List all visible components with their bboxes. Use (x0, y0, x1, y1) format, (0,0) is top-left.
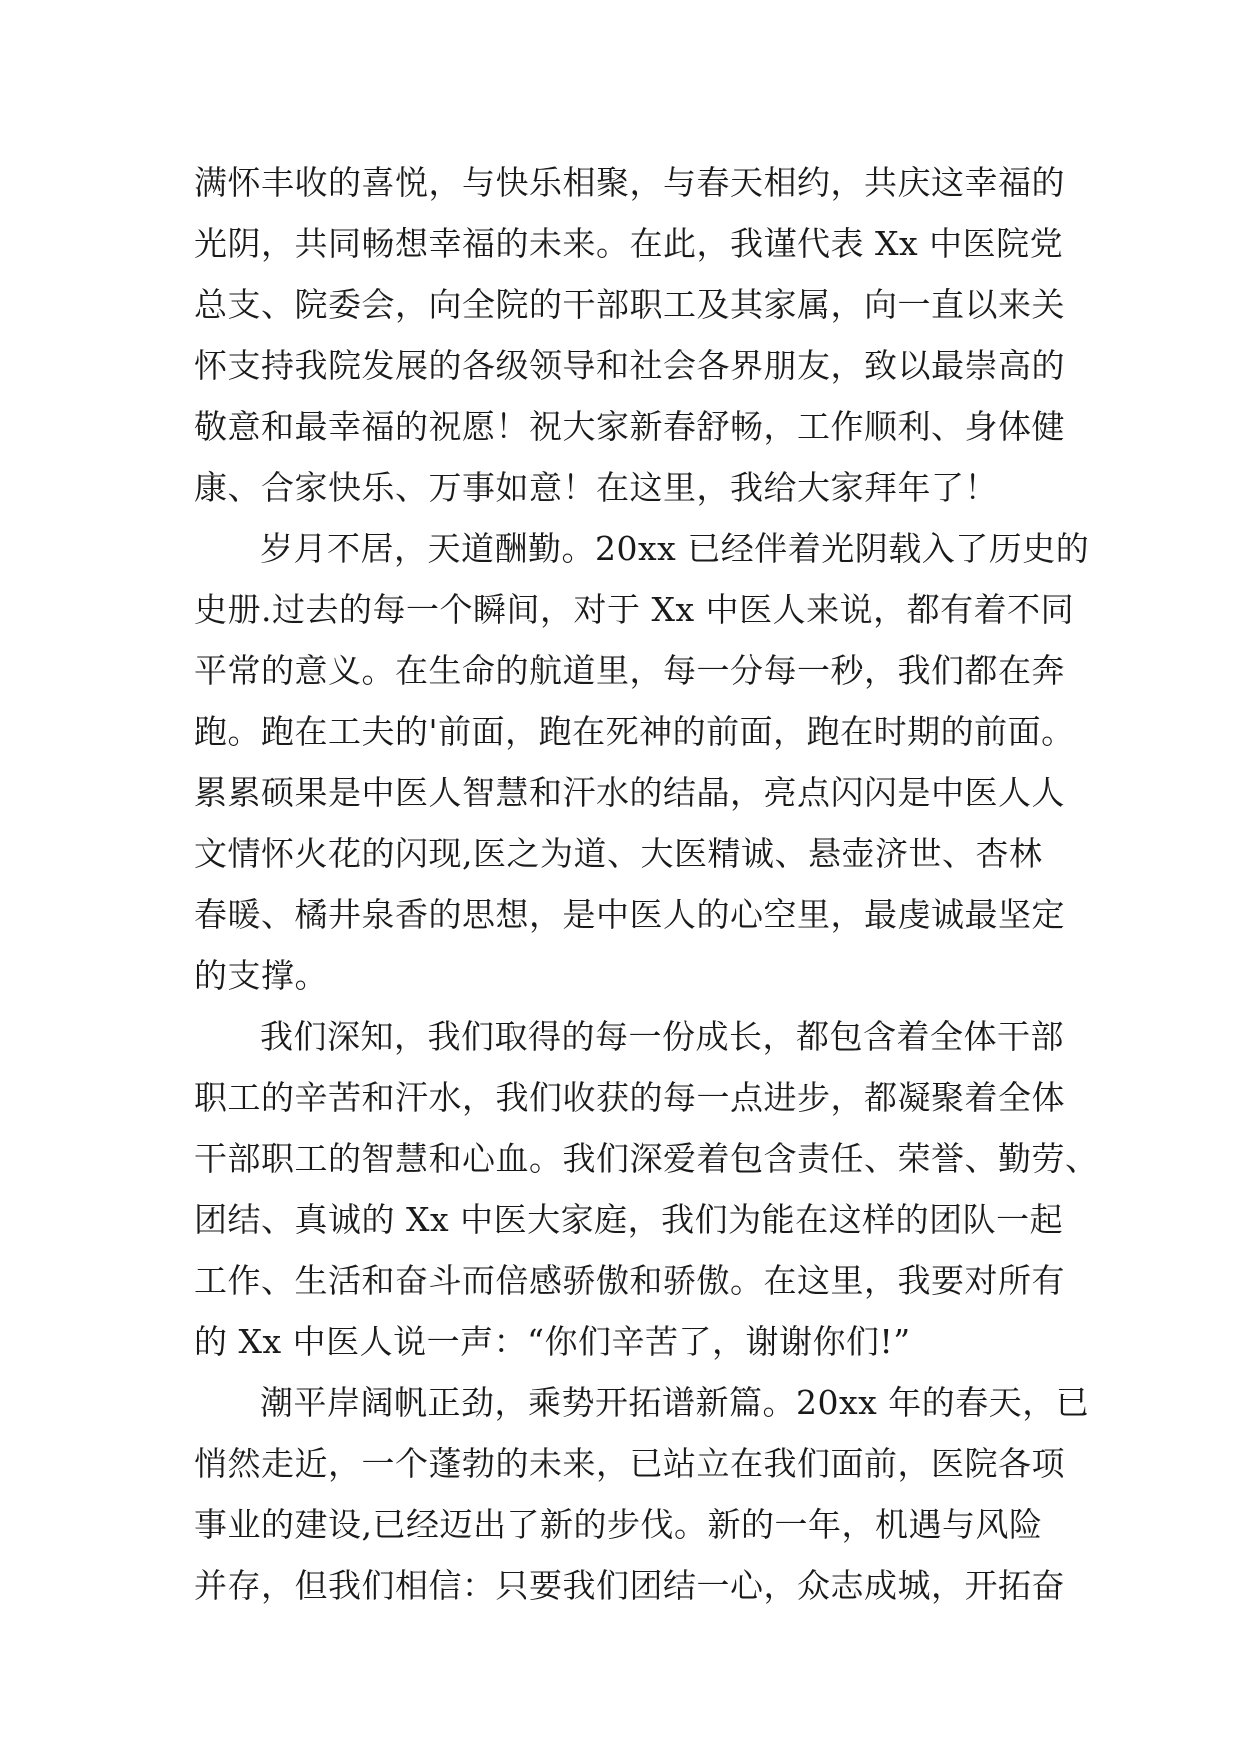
text-line: 事业的建设,已经迈出了新的步伐。新的一年，机遇与风险 (194, 1505, 1043, 1544)
text-line: 光阴，共同畅想幸福的未来。在此，我谨代表 Xx 中医院党 (194, 224, 1064, 263)
paragraph-4 (194, 1372, 1090, 1616)
text-line: 团结、真诚的 Xx 中医大家庭，我们为能在这样的团队一起 (194, 1200, 1064, 1239)
paragraph-3 (194, 1006, 1099, 1372)
text-line: 并存，但我们相信：只要我们团结一心，众志成城，开拓奋 (194, 1566, 1065, 1605)
text-line: 的支撑。 (194, 956, 328, 995)
text-line: 潮平岸阔帆正劲，乘势开拓谱新篇。20xx 年的春天，已 (260, 1383, 1090, 1422)
text-line: 敬意和最幸福的祝愿！祝大家新春舒畅，工作顺利、身体健 (194, 407, 1065, 446)
paragraph-1 (194, 152, 1070, 518)
text-line: 我们深知，我们取得的每一份成长，都包含着全体干部 (260, 1017, 1064, 1056)
text-line: 怀支持我院发展的各级领导和社会各界朋友，致以最崇高的 (194, 346, 1065, 385)
paragraph-2 (194, 518, 1090, 1006)
text-line: 跑。跑在工夫的'前面，跑在死神的前面，跑在时期的前面。 (194, 712, 1075, 751)
text-line: 的 Xx 中医人说一声：“你们辛苦了，谢谢你们!” (194, 1322, 911, 1361)
text-line: 康、合家快乐、万事如意！在这里，我给大家拜年了！ (194, 468, 998, 507)
text-line: 工作、生活和奋斗而倍感骄傲和骄傲。在这里，我要对所有 (194, 1261, 1065, 1300)
text-line: 岁月不居，天道酬勤。20xx 已经伴着光阴载入了历史的 (260, 529, 1090, 568)
text-line: 平常的意义。在生命的航道里，每一分每一秒，我们都在奔 (194, 651, 1065, 690)
text-line: 总支、院委会，向全院的干部职工及其家属，向一直以来关 (194, 285, 1065, 324)
text-line: 史册.过去的每一个瞬间，对于 Xx 中医人来说，都有着不同 (194, 590, 1075, 629)
text-line: 文情怀火花的闪现,医之为道、大医精诚、悬壶济世、杏林 (194, 834, 1043, 873)
document-body (194, 152, 1099, 1616)
text-line: 悄然走近，一个蓬勃的未来，已站立在我们面前，医院各项 (194, 1444, 1065, 1483)
text-line: 满怀丰收的喜悦，与快乐相聚，与春天相约，共庆这幸福的 (194, 163, 1065, 202)
text-line: 累累硕果是中医人智慧和汗水的结晶，亮点闪闪是中医人人 (194, 773, 1065, 812)
text-line: 春暖、橘井泉香的思想，是中医人的心空里，最虔诚最坚定 (194, 895, 1065, 934)
text-line: 职工的辛苦和汗水，我们收获的每一点进步，都凝聚着全体 (194, 1078, 1065, 1117)
text-line: 干部职工的智慧和心血。我们深爱着包含责任、荣誉、勤劳、 (194, 1139, 1099, 1178)
